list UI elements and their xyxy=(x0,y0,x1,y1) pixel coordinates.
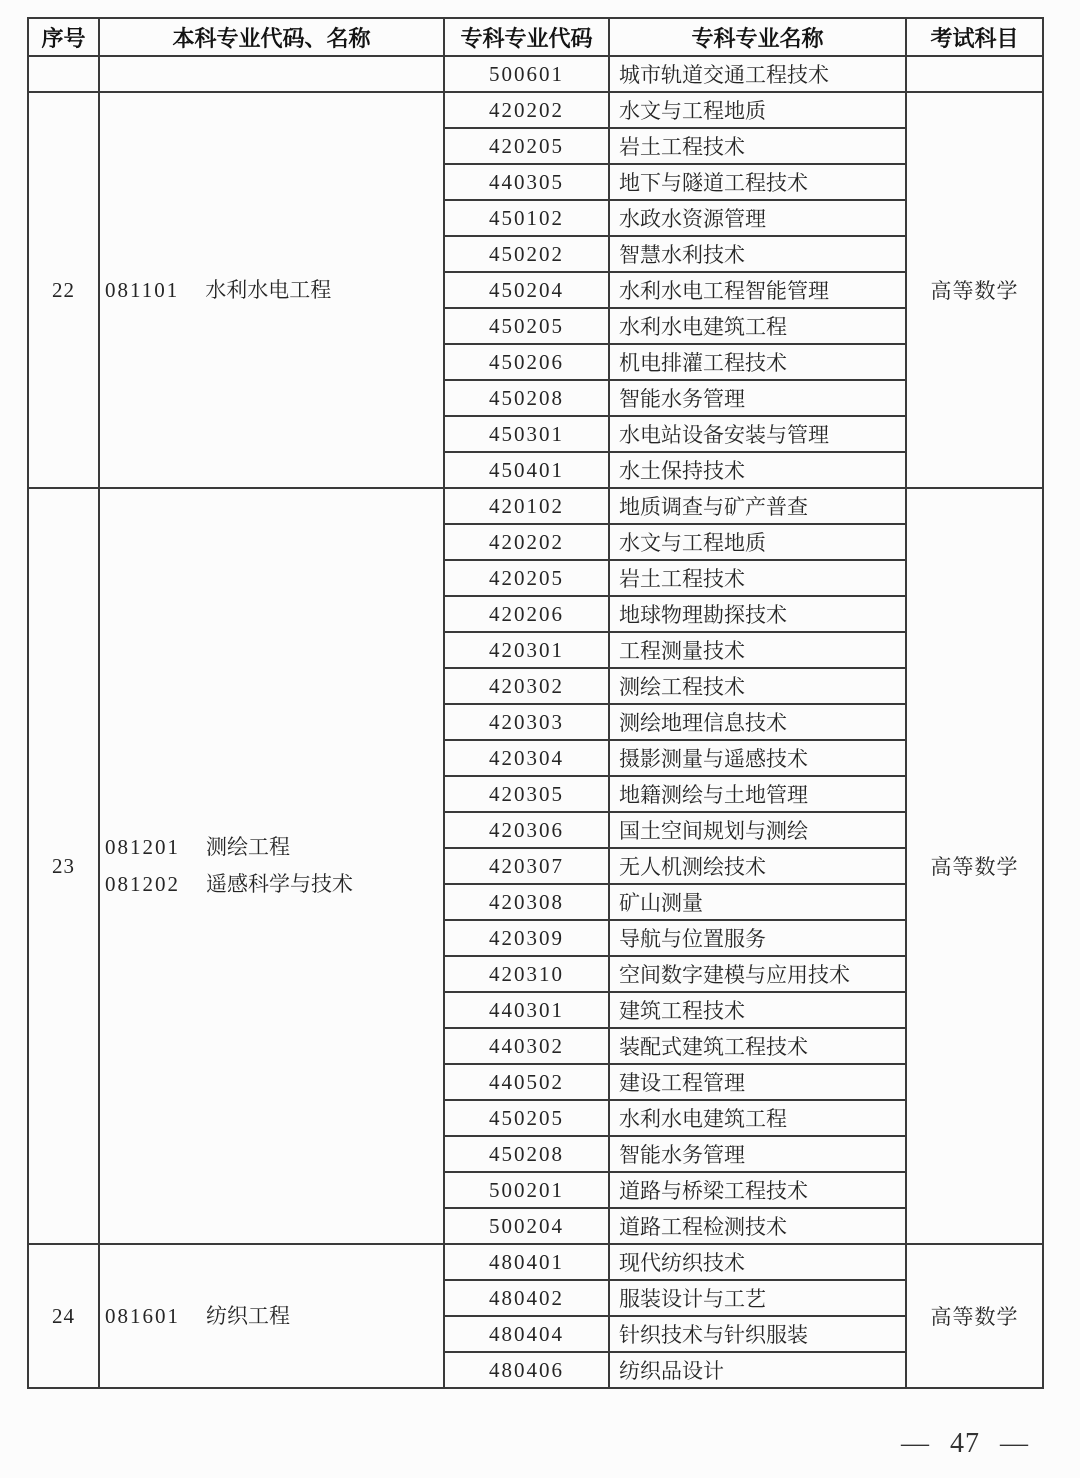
table-row xyxy=(28,488,1043,524)
exam-subject-cell xyxy=(906,56,1043,92)
table-body xyxy=(28,56,1043,1388)
college-name-cell: 矿山测量 xyxy=(609,884,906,920)
college-code-cell: 420202 xyxy=(444,524,609,560)
college-name-cell: 水利水电建筑工程 xyxy=(609,1100,906,1136)
undergrad-major-name: 水利水电工程 xyxy=(205,277,332,302)
college-name-cell: 水利水电建筑工程 xyxy=(609,308,906,344)
college-name-cell: 道路与桥梁工程技术 xyxy=(609,1172,906,1208)
undergrad-major-line xyxy=(105,1298,443,1335)
header-exam-subject: 考试科目 xyxy=(906,18,1043,56)
undergrad-major-cell xyxy=(99,488,444,1244)
page-number: — 47 — xyxy=(901,1428,1029,1459)
college-name-cell: 国土空间规划与测绘 xyxy=(609,812,906,848)
college-name-cell: 智能水务管理 xyxy=(609,1136,906,1172)
college-code-cell: 420206 xyxy=(444,596,609,632)
college-code-cell: 440305 xyxy=(444,164,609,200)
college-name-cell: 导航与位置服务 xyxy=(609,920,906,956)
undergrad-major-code: 081101 xyxy=(105,277,180,302)
undergrad-major-cell xyxy=(99,56,444,92)
college-name-cell: 空间数字建模与应用技术 xyxy=(609,956,906,992)
exam-subject-cell: 高等数学 xyxy=(906,92,1043,488)
college-code-cell: 420303 xyxy=(444,704,609,740)
college-name-cell: 测绘工程技术 xyxy=(609,668,906,704)
college-code-cell: 450102 xyxy=(444,200,609,236)
header-seq: 序号 xyxy=(28,18,99,56)
college-name-cell: 建筑工程技术 xyxy=(609,992,906,1028)
college-code-cell: 440302 xyxy=(444,1028,609,1064)
college-name-cell: 摄影测量与遥感技术 xyxy=(609,740,906,776)
exam-subject-cell: 高等数学 xyxy=(906,488,1043,1244)
college-code-cell: 420102 xyxy=(444,488,609,524)
college-code-cell: 480406 xyxy=(444,1352,609,1388)
college-code-cell: 500204 xyxy=(444,1208,609,1244)
college-code-cell: 450208 xyxy=(444,380,609,416)
undergrad-major-name: 纺织工程 xyxy=(206,1303,290,1328)
undergrad-major-name: 遥感科学与技术 xyxy=(206,872,353,896)
college-code-cell: 420307 xyxy=(444,848,609,884)
undergrad-major-line xyxy=(105,829,443,866)
college-name-cell: 针织技术与针织服装 xyxy=(609,1316,906,1352)
college-name-cell: 智慧水利技术 xyxy=(609,236,906,272)
college-code-cell: 450206 xyxy=(444,344,609,380)
undergrad-major-cell xyxy=(99,1244,444,1388)
college-name-cell: 纺织品设计 xyxy=(609,1352,906,1388)
college-name-cell: 道路工程检测技术 xyxy=(609,1208,906,1244)
college-name-cell: 地球物理勘探技术 xyxy=(609,596,906,632)
exam-subject-cell: 高等数学 xyxy=(906,1244,1043,1388)
table-header-row xyxy=(28,18,1043,56)
college-name-cell: 地下与隧道工程技术 xyxy=(609,164,906,200)
college-name-cell: 水文与工程地质 xyxy=(609,92,906,128)
college-code-cell: 420302 xyxy=(444,668,609,704)
seq-cell: 22 xyxy=(28,92,99,488)
major-mapping-table xyxy=(27,17,1044,1389)
college-name-cell: 测绘地理信息技术 xyxy=(609,704,906,740)
college-code-cell: 420308 xyxy=(444,884,609,920)
college-code-cell: 450208 xyxy=(444,1136,609,1172)
table-row xyxy=(28,1244,1043,1280)
college-code-cell: 420310 xyxy=(444,956,609,992)
college-code-cell: 420304 xyxy=(444,740,609,776)
college-code-cell: 450205 xyxy=(444,308,609,344)
college-code-cell: 420309 xyxy=(444,920,609,956)
college-name-cell: 装配式建筑工程技术 xyxy=(609,1028,906,1064)
college-code-cell: 440301 xyxy=(444,992,609,1028)
undergrad-major-cell xyxy=(99,92,444,488)
college-code-cell: 450301 xyxy=(444,416,609,452)
college-code-cell: 500601 xyxy=(444,56,609,92)
header-undergrad-code-name: 本科专业代码、名称 xyxy=(99,18,444,56)
college-code-cell: 420205 xyxy=(444,128,609,164)
table-row xyxy=(28,56,1043,92)
college-code-cell: 440502 xyxy=(444,1064,609,1100)
undergrad-major-line xyxy=(105,866,443,903)
college-code-cell: 420202 xyxy=(444,92,609,128)
college-code-cell: 500201 xyxy=(444,1172,609,1208)
seq-cell xyxy=(28,56,99,92)
undergrad-major-line xyxy=(105,272,443,309)
undergrad-major-code: 081201 xyxy=(105,835,180,859)
college-code-cell: 450204 xyxy=(444,272,609,308)
college-name-cell: 水土保持技术 xyxy=(609,452,906,488)
college-code-cell: 420205 xyxy=(444,560,609,596)
college-name-cell: 无人机测绘技术 xyxy=(609,848,906,884)
college-name-cell: 水电站设备安装与管理 xyxy=(609,416,906,452)
college-name-cell: 岩土工程技术 xyxy=(609,560,906,596)
header-college-name: 专科专业名称 xyxy=(609,18,906,56)
undergrad-major-code: 081202 xyxy=(105,872,180,896)
college-code-cell: 420306 xyxy=(444,812,609,848)
college-code-cell: 480401 xyxy=(444,1244,609,1280)
college-code-cell: 450202 xyxy=(444,236,609,272)
college-name-cell: 建设工程管理 xyxy=(609,1064,906,1100)
college-name-cell: 服装设计与工艺 xyxy=(609,1280,906,1316)
college-code-cell: 480402 xyxy=(444,1280,609,1316)
undergrad-major-name: 测绘工程 xyxy=(206,835,290,859)
college-code-cell: 420301 xyxy=(444,632,609,668)
college-name-cell: 水利水电工程智能管理 xyxy=(609,272,906,308)
college-code-cell: 450401 xyxy=(444,452,609,488)
college-name-cell: 智能水务管理 xyxy=(609,380,906,416)
college-name-cell: 城市轨道交通工程技术 xyxy=(609,56,906,92)
undergrad-major-code: 081601 xyxy=(105,1303,180,1328)
college-name-cell: 地籍测绘与土地管理 xyxy=(609,776,906,812)
college-code-cell: 420305 xyxy=(444,776,609,812)
seq-cell: 23 xyxy=(28,488,99,1244)
seq-cell: 24 xyxy=(28,1244,99,1388)
table-row xyxy=(28,92,1043,128)
college-name-cell: 工程测量技术 xyxy=(609,632,906,668)
college-name-cell: 岩土工程技术 xyxy=(609,128,906,164)
college-code-cell: 480404 xyxy=(444,1316,609,1352)
college-name-cell: 水文与工程地质 xyxy=(609,524,906,560)
college-name-cell: 机电排灌工程技术 xyxy=(609,344,906,380)
header-college-code: 专科专业代码 xyxy=(444,18,609,56)
college-name-cell: 现代纺织技术 xyxy=(609,1244,906,1280)
college-name-cell: 水政水资源管理 xyxy=(609,200,906,236)
college-name-cell: 地质调查与矿产普查 xyxy=(609,488,906,524)
college-code-cell: 450205 xyxy=(444,1100,609,1136)
